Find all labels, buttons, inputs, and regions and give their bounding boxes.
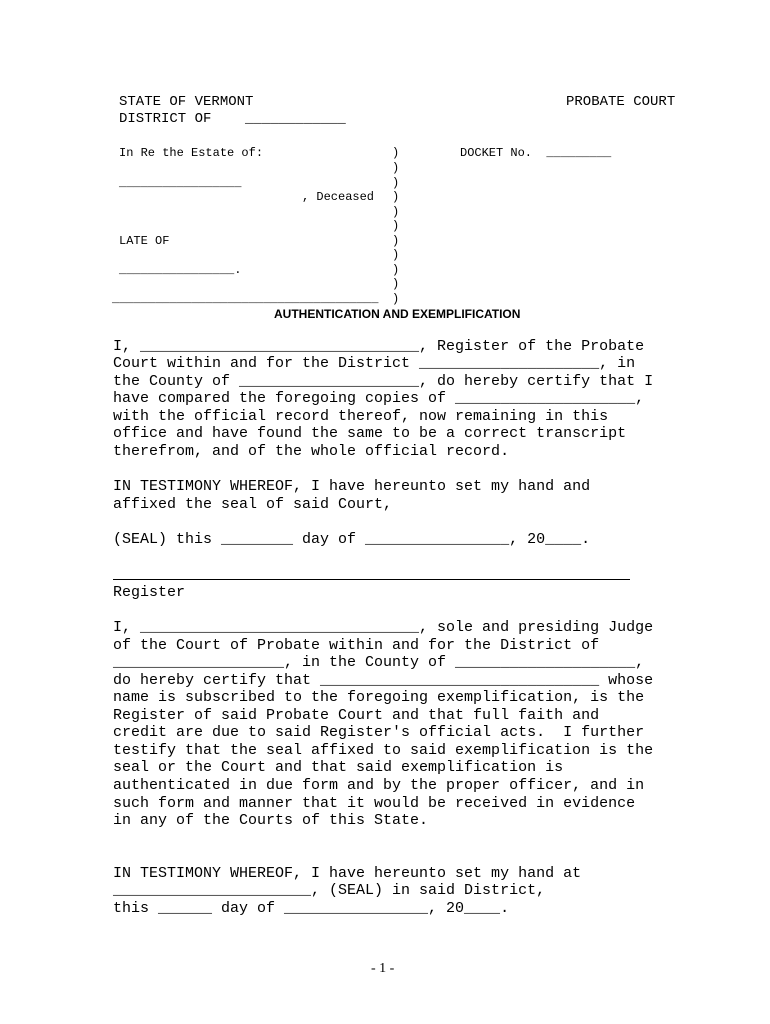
caption-paren: ) — [392, 263, 400, 277]
paragraph-line: have compared the foregoing copies of ____________________, — [113, 390, 645, 407]
caption-paren: ) — [392, 219, 400, 233]
paragraph-line: this ______ day of ________________, 20____. — [113, 900, 510, 917]
register-signature-line — [113, 579, 630, 580]
paragraph-line: in any of the Courts of this State. — [113, 812, 429, 829]
caption-paren: ) — [392, 176, 400, 190]
paragraph-line: the County of ____________________, do hereby certify that I — [113, 373, 654, 390]
paragraph-line: such form and manner that it would be received in evidence — [113, 795, 636, 812]
paragraph-line: of the Court of Probate within and for the District of — [113, 637, 600, 654]
paragraph-line: Register of said Probate Court and that full faith and — [113, 707, 600, 724]
paragraph-line: authenticated in due form and by the proper officer, and in — [113, 777, 645, 794]
caption-paren: ) — [392, 161, 400, 175]
paragraph-line: ___________________, in the County of ____________________, — [113, 654, 645, 671]
district-line: DISTRICT OF ____________ — [119, 111, 346, 127]
caption-paren: ) — [392, 292, 400, 306]
caption-paren: ) — [392, 146, 400, 160]
paragraph-line: therefrom, and of the whole official record. — [113, 443, 510, 460]
paragraph-line: Court within and for the District ____________________, in — [113, 355, 636, 372]
late-of-blank: ________________. — [119, 263, 242, 277]
paragraph-line: IN TESTIMONY WHEREOF, I have hereunto set my hand and — [113, 478, 591, 495]
caption-paren: ) — [392, 234, 400, 248]
paragraph-line: testify that the seal affixed to said exemplification is the — [113, 742, 654, 759]
late-of-label: LATE OF — [119, 234, 170, 248]
paragraph-line: affixed the seal of said Court, — [113, 496, 393, 513]
state-heading: STATE OF VERMONT — [119, 94, 254, 110]
paragraph-line: seal or the Court and that said exemplification is — [113, 759, 564, 776]
docket-number: DOCKET No. _________ — [460, 146, 612, 160]
page-number: - 1 - — [371, 961, 395, 976]
court-heading: PROBATE COURT — [566, 94, 676, 110]
caption-divider: _____________________________________ — [112, 292, 379, 306]
paragraph-line: office and have found the same to be a correct transcript — [113, 425, 627, 442]
paragraph-line: do hereby certify that _______________________________ whose — [113, 672, 654, 689]
caption-paren: ) — [392, 277, 400, 291]
decedent-name-blank: _________________ — [119, 176, 242, 190]
caption-paren: ) — [392, 190, 400, 204]
paragraph-line: name is subscribed to the foregoing exemplification, is the — [113, 689, 645, 706]
caption-paren: ) — [392, 205, 400, 219]
caption-paren: ) — [392, 248, 400, 262]
seal-date-line: (SEAL) this ________ day of ________________, 20____. — [113, 531, 591, 548]
in-re-label: In Re the Estate of: — [119, 146, 264, 160]
paragraph-line: I, _______________________________, sole and presiding Judge — [113, 619, 654, 636]
document-title: AUTHENTICATION AND EXEMPLIFICATION — [274, 307, 521, 321]
paragraph-line: IN TESTIMONY WHEREOF, I have hereunto set my hand at — [113, 865, 582, 882]
register-label: Register — [113, 584, 186, 601]
deceased-label: , Deceased — [302, 190, 375, 204]
paragraph-line: with the official record thereof, now remaining in this — [113, 408, 609, 425]
paragraph-line: credit are due to said Register's official acts. I further — [113, 724, 645, 741]
paragraph-line: ______________________, (SEAL) in said District, — [113, 882, 546, 899]
paragraph-line: I, _______________________________, Register of the Probate — [113, 338, 645, 355]
